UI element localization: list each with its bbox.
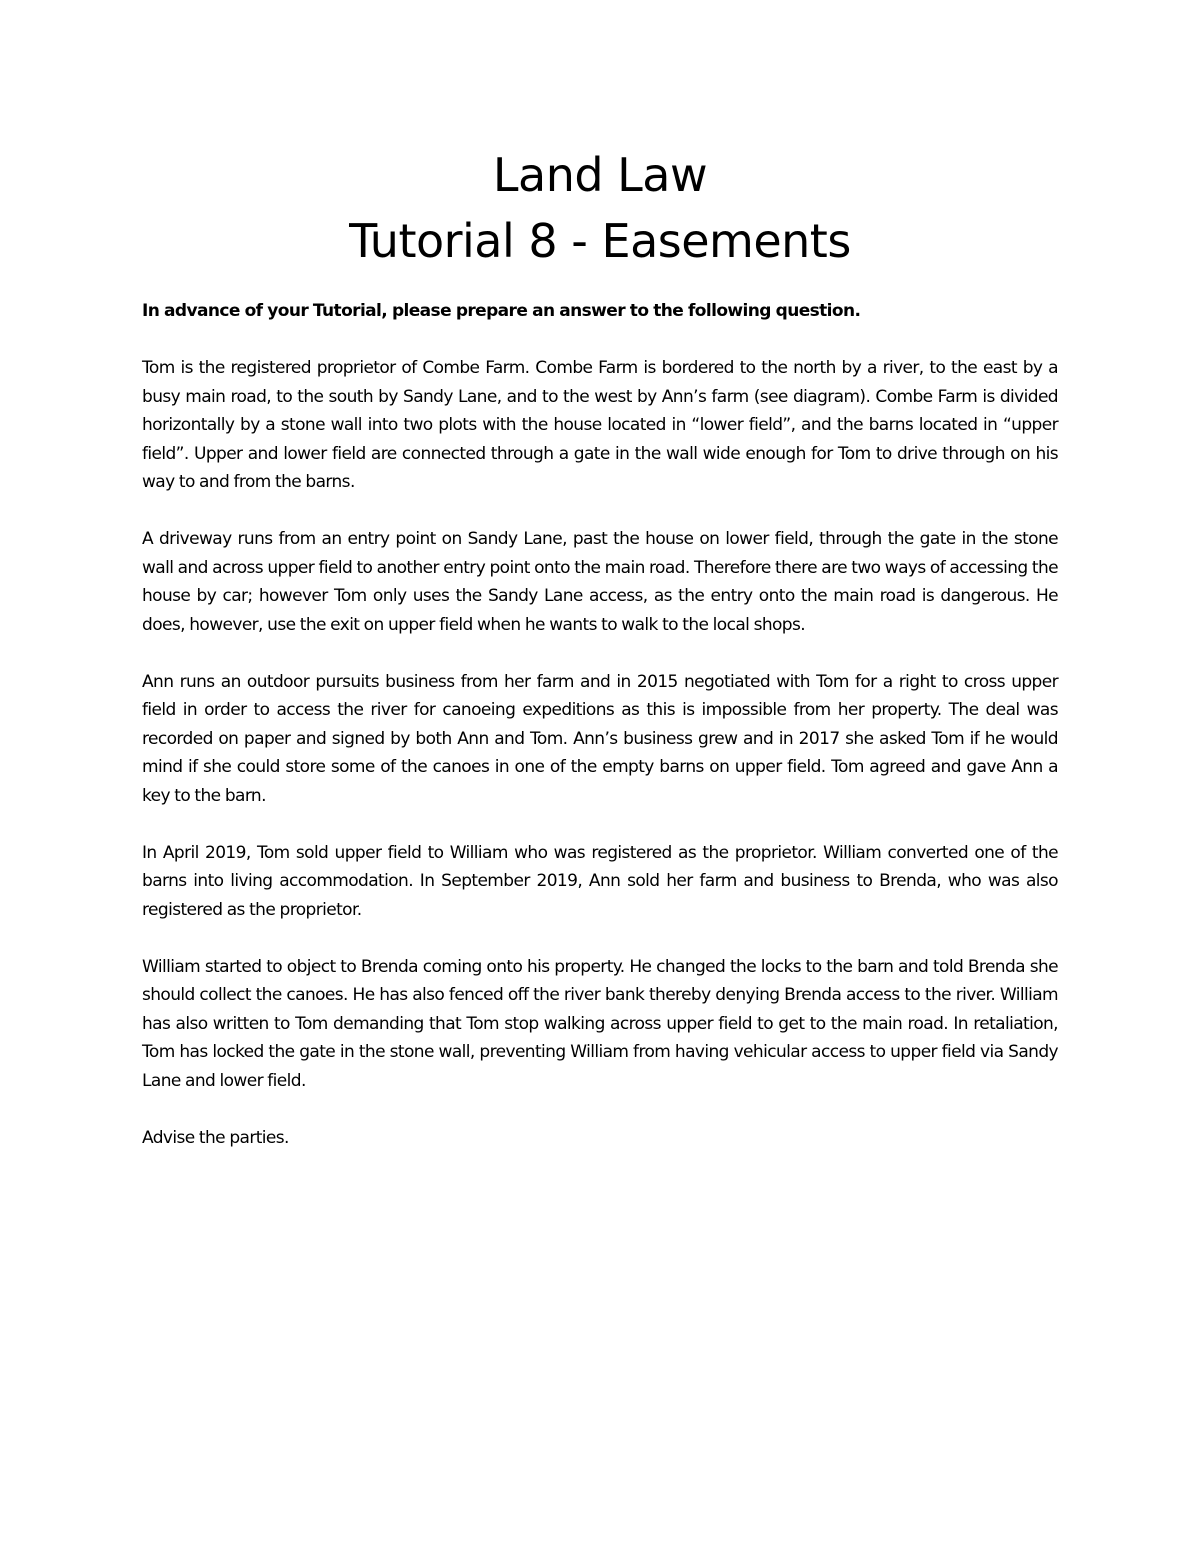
intro-instruction: In advance of your Tutorial, please prepare an answer to the following question. (142, 301, 861, 321)
document-subtitle: Tutorial 8 - Easements (349, 214, 851, 268)
paragraph-driveway: A driveway runs from an entry point on Sandy Lane, past the house on lower field, through the gate in the stone wall and across upper field to another entry point onto the main road. Therefore there are two ways of accessing the house by car; however Tom only uses the Sandy Lane access, as the entry onto the main road is dangerous. He does, however, use the exit on upper field when he wants to walk to the local shops. (142, 529, 1058, 635)
paragraph-ann-business: Ann runs an outdoor pursuits business from her farm and in 2015 negotiated with Tom for a right to cross upper field in order to access the river for canoeing expeditions as this is impossible from her property. The deal was recorded on paper and signed by both Ann and Tom. Ann’s business grew and in 2017 she asked Tom if he would mind if she could store some of the canoes in one of the empty barns on upper field. Tom agreed and gave Ann a key to the barn. (142, 671, 1058, 806)
closing-instruction: Advise the parties. (142, 1127, 289, 1148)
paragraph-sale: In April 2019, Tom sold upper field to William who was registered as the proprietor. William converted one of the barns into living accommodation. In September 2019, Ann sold her farm and business to Brenda, who was also registered as the proprietor. (142, 842, 1058, 920)
document-body (142, 297, 1058, 1152)
paragraph-combe-farm: Tom is the registered proprietor of Combe Farm. Combe Farm is bordered to the north by a river, to the east by a busy main road, to the south by Sandy Lane, and to the west by Ann’s farm (see diagram). Combe Farm is divided horizontally by a stone wall into two plots with the house located in “lower field”, and the barns located in “upper field”. Upper and lower field are connected through a gate in the wall wide enough for Tom to drive through on his way to and from the barns. (142, 358, 1058, 492)
document-title: Land Law (492, 148, 708, 202)
title-block (0, 142, 1200, 274)
paragraph-dispute: William started to object to Brenda coming onto his property. He changed the locks to the barn and told Brenda she should collect the canoes. He has also fenced off the river bank thereby denying Brenda access to the river. William has also written to Tom demanding that Tom stop walking across upper field to get to the main road. In retaliation, Tom has locked the gate in the stone wall, preventing William from having vehicular access to upper field via Sandy Lane and lower field. (142, 956, 1058, 1091)
